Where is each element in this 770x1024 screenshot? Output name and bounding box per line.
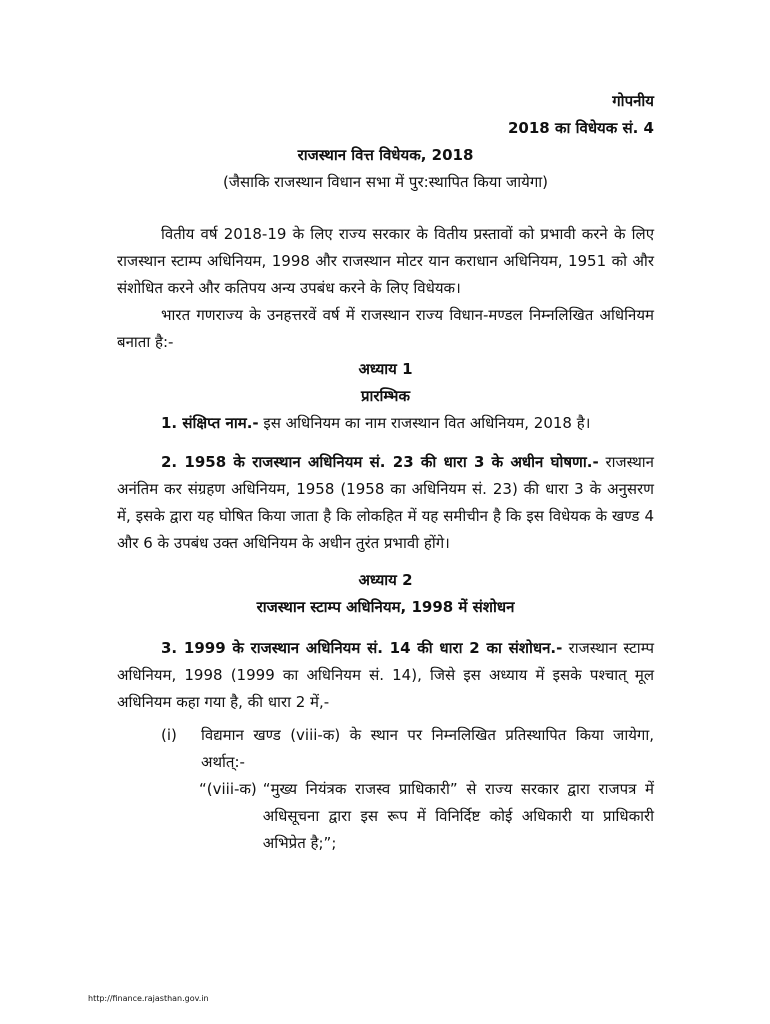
section-2-heading: 2. 1958 के राजस्थान अधिनियम सं. 23 की धारा 3 के अधीन घोषणा.- [161, 453, 599, 471]
bill-number: 2018 का विधेयक सं. 4 [508, 119, 654, 137]
spacer [117, 437, 654, 449]
spacer [117, 196, 654, 221]
quoted-clause-label: “(viii-क) [199, 780, 257, 798]
bill-title: राजस्थान वित्त विधेयक, 2018 [297, 146, 474, 164]
enactment-paragraph: भारत गणराज्य के उनहत्तरवें वर्ष में राजस्थान राज्य विधान-मण्डल निम्नलिखित अधिनियम बनाता है:- [117, 306, 654, 351]
section-3 [117, 635, 654, 716]
clause-i-text: विद्यमान खण्ड (viii-क) के स्थान पर निम्नलिखित प्रतिस्थापित किया जायेगा, अर्थात्:- [201, 726, 654, 771]
section-2 [117, 449, 654, 557]
quoted-clause-text: “मुख्य नियंत्रक राजस्व प्राधिकारी” से राज्य सरकार द्वारा राजपत्र में अधिसूचना द्वारा इस रूप में विनिर्दिष्ट कोई अधिकारी या प्राधिकारी अभिप्रेत है;”; [262, 780, 654, 852]
chapter-2-heading: अध्याय 2 [358, 571, 413, 589]
section-3-heading: 3. 1999 के राजस्थान अधिनियम सं. 14 की धारा 2 का संशोधन.- [161, 639, 563, 657]
clause-i-number: (i) [161, 726, 177, 744]
section-1 [117, 410, 654, 437]
section-1-text: इस अधिनियम का नाम राजस्थान वित अधिनियम, 2018 है। [258, 414, 591, 432]
quoted-clause [199, 776, 654, 857]
section-1-heading: 1. संक्षिप्त नाम.- [161, 414, 259, 432]
spacer [117, 557, 654, 567]
section-2-text: राजस्थान अनंतिम कर संग्रहण अधिनियम, 1958 (1958 का अधिनियम सं. 23) की धारा 3 के अनुसरण में, इसके द्वारा यह घोषित किया जाता है कि लोकहित में यह समीचीन है कि इस विधेयक के खण्ड 4 और 6 के उपबंध उक्त अधिनियम के अधीन तुरंत प्रभावी होंगे। [117, 453, 654, 552]
confidential-label: गोपनीय [612, 92, 654, 110]
intro-paragraph: वितीय वर्ष 2018-19 के लिए राज्य सरकार के वितीय प्रस्तावों को प्रभावी करने के लिए राजस्थान स्टाम्प अधिनियम, 1998 और राजस्थान मोटर यान कराधान अधिनियम, 1951 को और संशोधित करने और कतिपय अन्य उपबंध करने के लिए विधेयक। [117, 225, 654, 297]
chapter-1-heading: अध्याय 1 [358, 360, 413, 378]
spacer [117, 621, 654, 635]
chapter-1-title: प्रारम्भिक [360, 387, 410, 405]
section-3-text: राजस्थान स्टाम्प अधिनियम, 1998 (1999 का अधिनियम सं. 14), जिसे इस अध्याय में इसके पश्चात् मूल अधिनियम कहा गया है, की धारा 2 में,- [117, 639, 654, 711]
document-body [117, 88, 654, 857]
clause-i [161, 722, 654, 776]
chapter-2-title: राजस्थान स्टाम्प अधिनियम, 1998 में संशोधन [256, 598, 515, 616]
bill-subtitle: (जैसाकि राजस्थान विधान सभा में पुर:स्थापित किया जायेगा) [222, 173, 549, 191]
footer-url: http://finance.rajasthan.gov.in [88, 994, 209, 1003]
